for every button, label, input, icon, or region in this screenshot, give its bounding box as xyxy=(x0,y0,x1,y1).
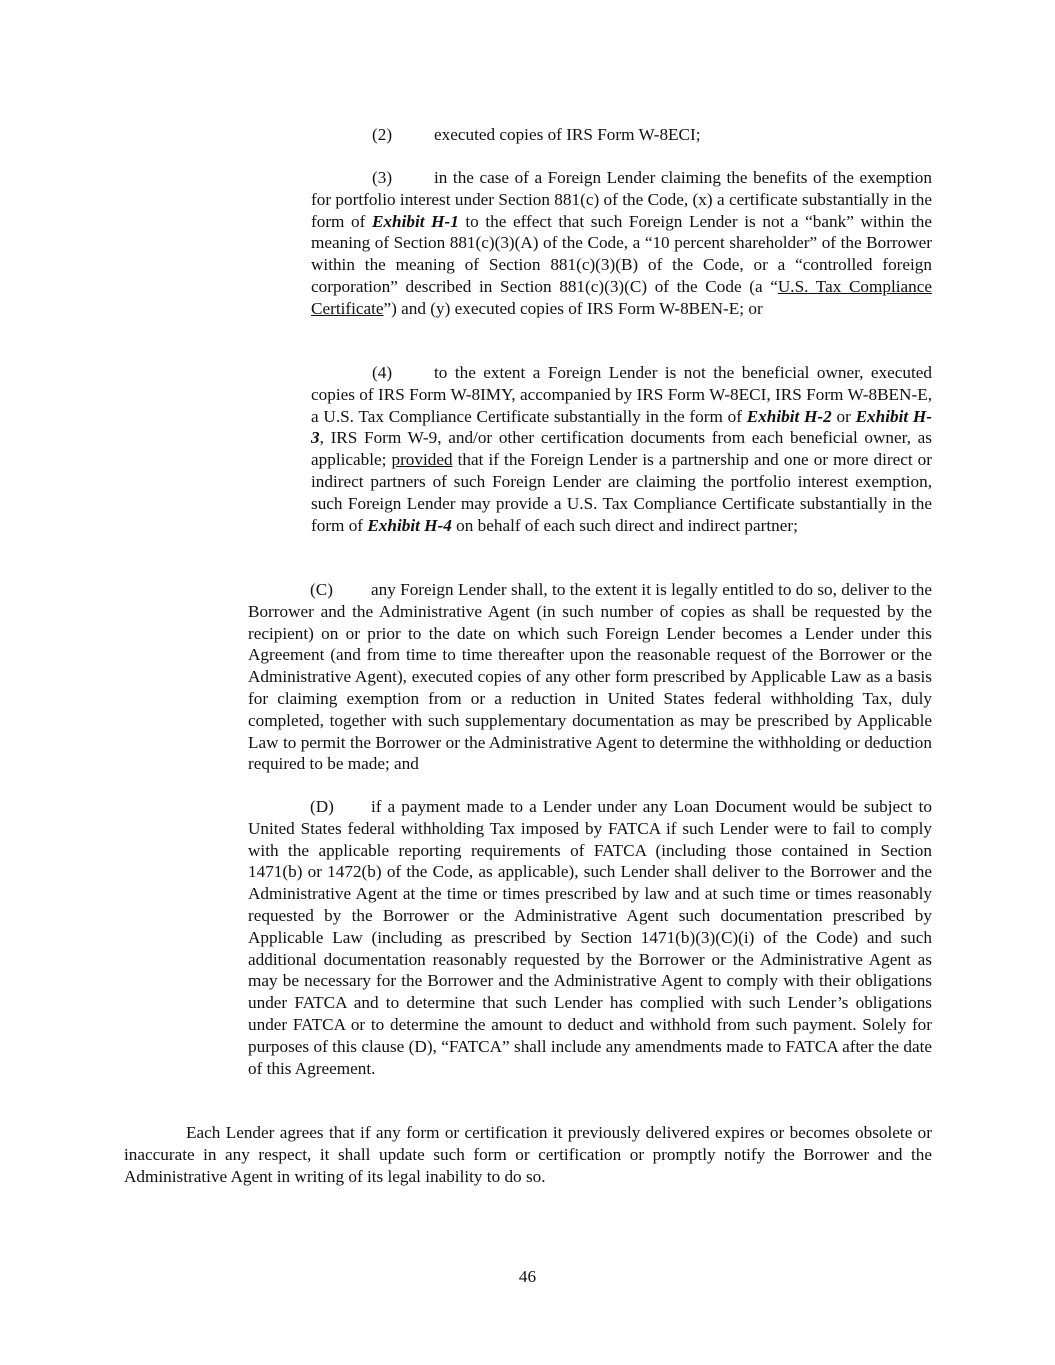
clause-3-paragraph xyxy=(311,167,932,320)
clause-3-text-b: to the effect that such Foreign Lender is not a “bank” within the meaning of Section 881(c)(3)(A) of the Code, a “10 percent shareholder” of the Borrower within the meaning of Section 881(c)(3)(B) of the Code, or a “controlled foreign corporation” described in Section 881(c)(3)(C) of the Code (a “ xyxy=(311,211,932,296)
clause-c-text: any Foreign Lender shall, to the extent it is legally entitled to do so, deliver to the Borrower and the Administrative Agent (in such number of copies as shall be requested by the recipient) on or prior to the date on which such Foreign Lender becomes a Lender under this Agreement (and from time to time thereafter upon the reasonable request of the Borrower or the Administrative Agent), executed copies of any other form prescribed by Applicable Law as a basis for claiming exemption from or a reduction in United States federal withholding Tax, duly completed, together with such supplementary documentation as may be prescribed by Applicable Law to permit the Borrower or the Administrative Agent to determine the withholding or deduction required to be made; and xyxy=(248,580,932,774)
clause-2-label: (2) xyxy=(372,125,393,144)
provided-term: provided xyxy=(391,450,453,470)
clause-4-text-d: that if the Foreign Lender is a partnership and one or more direct or indirect partners of such Foreign Lender are claiming the portfolio interest exemption, such Foreign Lender may provide a U.S. Tax Compliance Certificate substantially in the form of xyxy=(311,450,932,535)
exhibit-h2-reference: Exhibit H-2 xyxy=(746,406,832,426)
clause-3-text-c: ”) and (y) executed copies of IRS Form W-8BEN-E; or xyxy=(383,298,763,318)
exhibit-h1-reference: Exhibit H-1 xyxy=(371,211,459,231)
clause-4-text-a: to the extent a Foreign Lender is not the beneficial owner, executed copies of IRS Form W-8IMY, accompanied by IRS Form W-8ECI, IRS Form W-8BEN-E, a U.S. Tax Compliance Certificate substantially in the form of xyxy=(311,363,932,426)
page-number: 46 xyxy=(518,1267,537,1286)
closing-paragraph-text: Each Lender agrees that if any form or certification it previously delivered expires or becomes obsolete or inaccurate in any respect, it shall update such form or certification or promptly notify the Borrower and the Administrative Agent in writing of its legal inability to do so. xyxy=(124,1123,932,1186)
defined-term-tax-certificate: U.S. Tax Compliance Certificate xyxy=(311,276,933,318)
clause-4-text-e: on behalf of each such direct and indirect partner; xyxy=(451,515,798,535)
closing-paragraph xyxy=(124,1122,932,1187)
clause-4-text-c: , IRS Form W-9, and/or other certification documents from each beneficial owner, as applicable; xyxy=(311,428,932,470)
clause-2-text: executed copies of IRS Form W-8ECI; xyxy=(434,125,701,144)
clause-4-paragraph xyxy=(311,362,932,536)
clause-4-text-b: or xyxy=(831,406,856,426)
clause-c-label: (C) xyxy=(310,580,333,599)
exhibit-h4-reference: Exhibit H-4 xyxy=(367,515,452,535)
clause-3-text-a: in the case of a Foreign Lender claiming the benefits of the exemption for portfolio interest under Section 881(c) of the Code, (x) a certificate substantially in the form of xyxy=(311,168,932,231)
clause-3-label: (3) xyxy=(372,168,393,187)
clause-2-paragraph xyxy=(372,124,932,146)
clause-d-label: (D) xyxy=(310,797,334,816)
exhibit-h3-reference: Exhibit H-3 xyxy=(311,406,932,448)
clause-d-text: if a payment made to a Lender under any Loan Document would be subject to United States federal withholding Tax imposed by FATCA if such Lender were to fail to comply with the applicable reporting requirements of FATCA (including those contained in Section 1471(b) or 1472(b) of the Code, as applicable), such Lender shall deliver to the Borrower and the Administrative Agent at the time or times prescribed by law and at such time or times reasonably requested by the Borrower or the Administrative Agent such documentation prescribed by Applicable Law (including as prescribed by Section 1471(b)(3)(C)(i) of the Code) and such additional documentation reasonably requested by the Borrower or the Administrative Agent as may be necessary for the Borrower and the Administrative Agent to comply with their obligations under FATCA and to determine that such Lender has complied with such Lender’s obligations under FATCA or to determine the amount to deduct and withhold from such payment. Solely for purposes of this clause (D), “FATCA” shall include any amendments made to FATCA after the date of this Agreement. xyxy=(248,797,932,1078)
clause-c-paragraph xyxy=(248,579,932,775)
clause-4-label: (4) xyxy=(372,363,393,382)
clause-d-paragraph xyxy=(248,796,932,1079)
